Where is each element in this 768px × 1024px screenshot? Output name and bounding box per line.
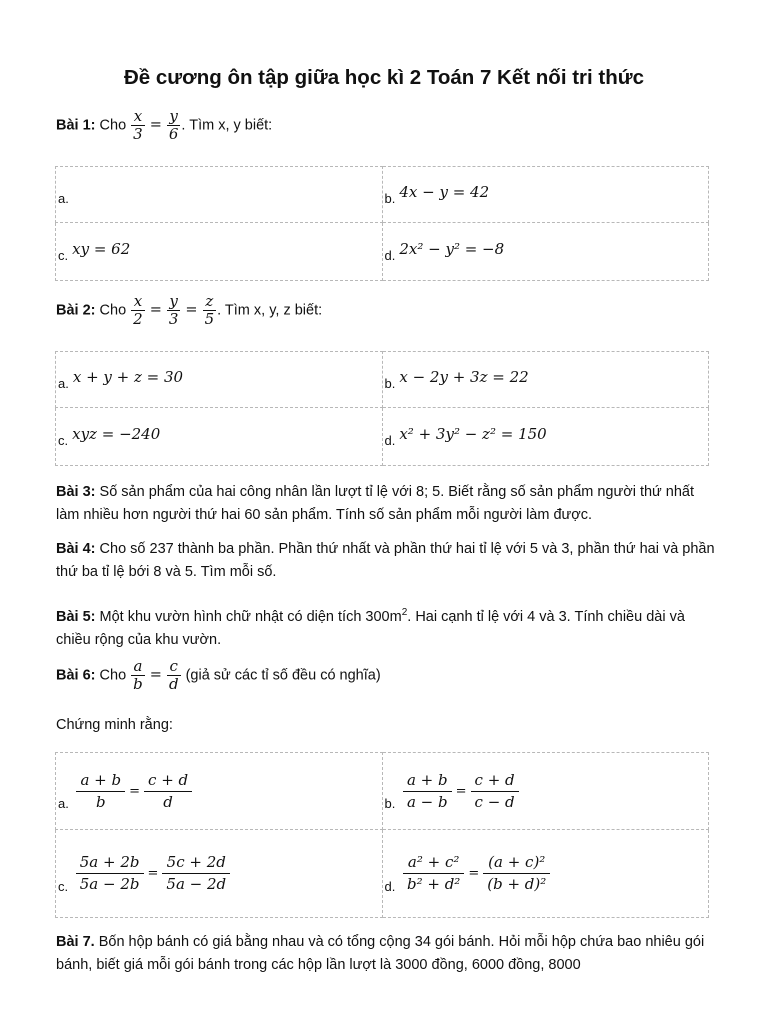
bai2-cell-d: d. x² + 3y² − z² = 150 <box>382 408 709 466</box>
bai2-label: Bài 2: <box>56 302 96 319</box>
bai1-cell-c: c. xy = 62 <box>56 223 383 281</box>
bai6-cell-a: a. $\frac{a + b}{b}$ = $\frac{c + d}{d}$ <box>56 753 383 830</box>
bai1-post: . Tìm x, y biết: <box>181 117 273 134</box>
bai4-text: Cho số 237 thành ba phần. Phần thứ nhất và phần thứ hai tỉ lệ với 5 và 3, phần thứ hai và phần thứ ba tỉ lệ bới 8 và 5. Tìm mỗi số. <box>56 541 715 580</box>
bai1-pre: Cho <box>95 117 131 134</box>
bai2-frac-y: $\frac{y}{3}$ <box>168 292 179 328</box>
bai2-table <box>55 351 709 466</box>
bai1-cell-b: b. 4x − y = 42 <box>382 167 709 223</box>
eq-sign: = <box>149 117 162 133</box>
bai6-frac-ab: $\frac{a}{b}$ <box>133 657 143 693</box>
bai6-frac-cd: $\frac{c}{d}$ <box>168 657 179 693</box>
bai6-cell-c: c. $\frac{5a + 2b}{5a - 2b}$ = $\frac{5c + 2d}{5a - 2d}$ <box>56 830 383 918</box>
bai6-cell-d: d. $\frac{\text{a² + c²}}{\text{b² + d²}}$ = $\frac{\text{(a + c)²}}{\text{(b + d)²}}$ <box>382 830 709 918</box>
bai3-label: Bài 3: <box>56 484 96 500</box>
bai6-table <box>55 752 709 918</box>
bai6-cell-b: b. $\frac{a + b}{a - b}$ = $\frac{c + d}{c - d}$ <box>382 753 709 830</box>
bai5-text: Một khu vườn hình chữ nhật có diện tích 300m <box>95 608 402 625</box>
bai1-frac-x: $\frac{x}{3}$ <box>133 107 143 143</box>
bai1-label: Bài 1: <box>56 117 96 134</box>
bai2-cell-c: c. xyz = −240 <box>56 408 383 466</box>
bai7-text: Bốn hộp bánh có giá bằng nhau và có tổng cộng 34 gói bánh. Hỏi mỗi hộp chứa bao nhiêu gói bánh, biết giá mỗi gói bánh trong các hộp lần lượt là 3000 đồng, 6000 đồng, 8000 <box>56 934 705 973</box>
bai5-sup: 2 <box>401 607 408 618</box>
bai2-cell-a: a. x + y + z = 30 <box>56 352 383 408</box>
bai1-cell-d: d. 2x² − y² = −8 <box>382 223 709 281</box>
bai6-label: Bài 6: <box>56 667 96 684</box>
bai3-text: Số sản phẩm của hai công nhân lần lượt tỉ lệ với 8; 5. Biết rằng số sản phẩm người thứ nhất làm nhiều hơn người thứ hai 60 sản phẩm. Tính số sản phẩm mỗi người làm được. <box>56 484 695 523</box>
bai2-frac-z: $\frac{z}{5}$ <box>204 292 215 328</box>
bai7-paragraph <box>56 931 716 977</box>
bai1-cell-a: a. <box>56 167 383 223</box>
bai5-paragraph: Bài 5: Một khu vườn hình chữ nhật có diện tích $300m^2$. Hai cạnh tỉ lệ với 4 và 3. Tính chiều dài và chiều rộng của khu vườn. <box>56 607 685 648</box>
bai2-statement: Bài 2: Cho $\frac{x}{2}$ = $\frac{y}{3}$ = $\frac{z}{5}$ . Tìm x, y, z biết: <box>56 292 323 328</box>
bai1-statement <box>56 108 272 143</box>
bai5-label: Bài 5: <box>56 608 96 625</box>
bai7-label: Bài 7. <box>56 934 95 950</box>
bai6-statement: Bài 6: Cho $\frac{a}{b}$ = $\frac{c}{d}$ (giả sử các tỉ số đều có nghĩa) <box>56 657 381 693</box>
bai4-paragraph <box>56 538 716 584</box>
bai4-label: Bài 4: <box>56 541 96 557</box>
bai6-prove-text: Chứng minh rằng: <box>56 717 173 733</box>
bai1-table <box>55 166 709 281</box>
bai2-frac-x: $\frac{x}{2}$ <box>133 292 143 328</box>
page-title: Đề cương ôn tập giữa học kì 2 Toán 7 Kết nối tri thức <box>123 66 645 89</box>
bai1-frac-y: $\frac{y}{6}$ <box>168 107 179 143</box>
bai2-cell-b: b. x − 2y + 3z = 22 <box>382 352 709 408</box>
bai3-paragraph <box>56 481 716 527</box>
